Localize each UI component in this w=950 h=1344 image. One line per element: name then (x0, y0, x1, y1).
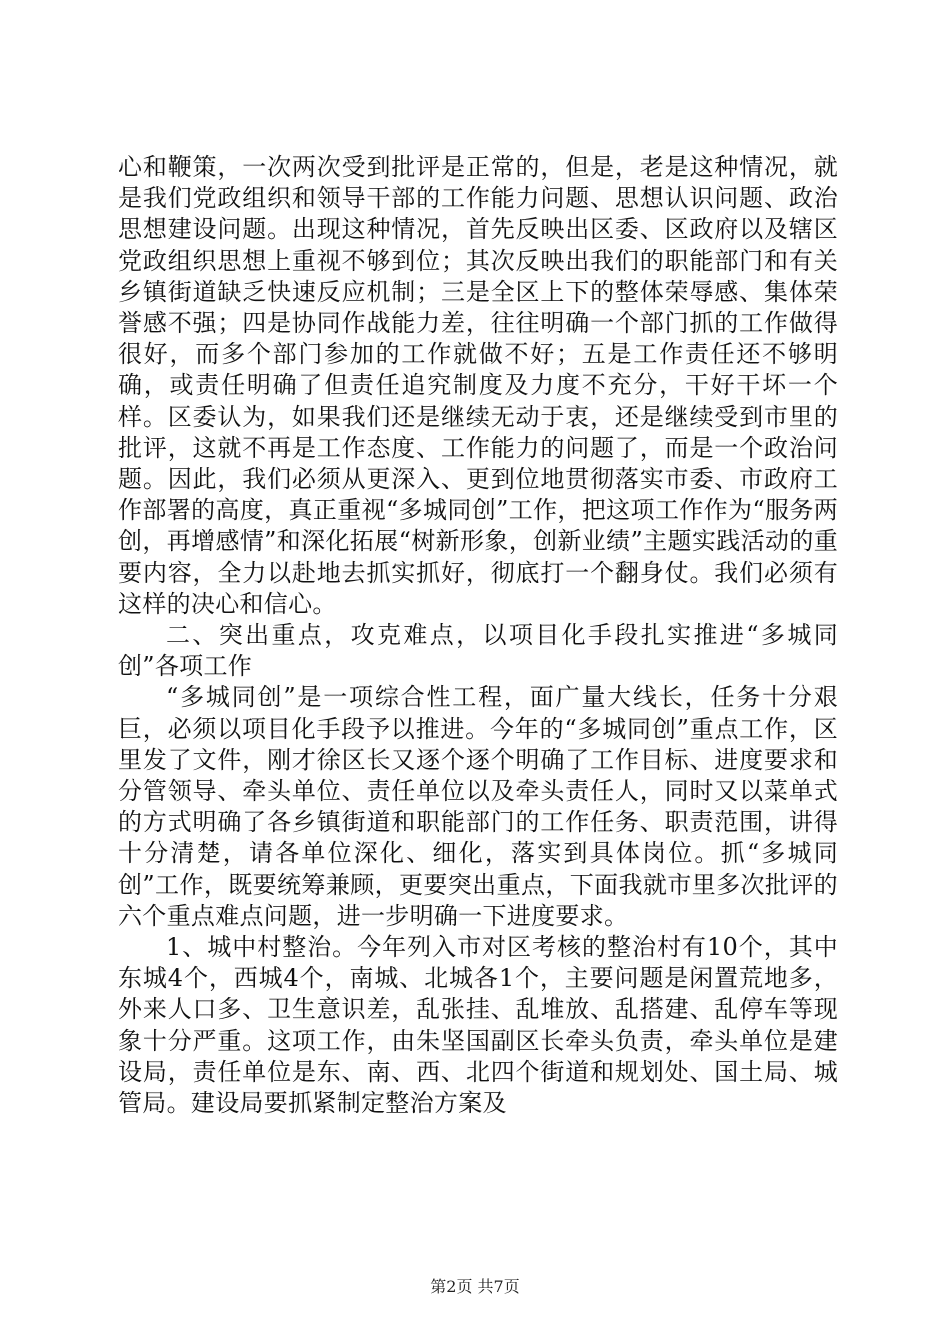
section-heading: 二、突出重点，攻克难点，以项目化手段扎实推进“多城同创”各项工作 (118, 621, 838, 681)
document-body (118, 152, 838, 1119)
page-footer: 第2页 共7页 (430, 1277, 520, 1296)
paragraph-3: 1、城中村整治。今年列入市对区考核的整治村有10个，其中东城4个，西城4个，南城、北城各1个，主要问题是闲置荒地多，外来人口多、卫生意识差，乱张挂、乱堆放、乱搭建、乱停车等现象十分严重。这项工作，由朱坚国副区长牵头负责，牵头单位是建设局，责任单位是东、南、西、北四个街道和规划处、国土局、城管局。建设局要抓紧制定整治方案及 (118, 933, 838, 1118)
paragraph-1: 心和鞭策，一次两次受到批评是正常的，但是，老是这种情况，就是我们党政组织和领导干部的工作能力问题、思想认识问题、政治思想建设问题。出现这种情况，首先反映出区委、区政府以及辖区党政组织思想上重视不够到位；其次反映出我们的职能部门和有关乡镇街道缺乏快速反应机制；三是全区上下的整体荣辱感、集体荣誉感不强；四是协同作战能力差，往往明确一个部门抓的工作做得很好，而多个部门参加的工作就做不好；五是工作责任还不够明确，或责任明确了但责任追究制度及力度不充分，干好干坏一个样。区委认为，如果我们还是继续无动于衷，还是继续受到市里的批评，这就不再是工作态度、工作能力的问题了，而是一个政治问题。因此，我们必须从更深入、更到位地贯彻落实市委、市政府工作部署的高度，真正重视“多城同创”工作，把这项工作作为“服务两创，再增感情”和深化拓展“树新形象，创新业绩”主题实践活动的重要内容，全力以赴地去抓实抓好，彻底打一个翻身仗。我们必须有这样的决心和信心。 (118, 153, 838, 618)
paragraph-2: “多城同创”是一项综合性工程，面广量大线长，任务十分艰巨，必须以项目化手段予以推进。今年的“多城同创”重点工作，区里发了文件，刚才徐区长又逐个逐个明确了工作目标、进度要求和分管领导、牵头单位、责任单位以及牵头责任人，同时又以菜单式的方式明确了各乡镇街道和职能部门的工作任务、职责范围，讲得十分清楚，请各单位深化、细化，落实到具体岗位。抓“多城同创”工作，既要统筹兼顾，更要突出重点，下面我就市里多次批评的六个重点难点问题，进一步明确一下进度要求。 (118, 683, 838, 930)
